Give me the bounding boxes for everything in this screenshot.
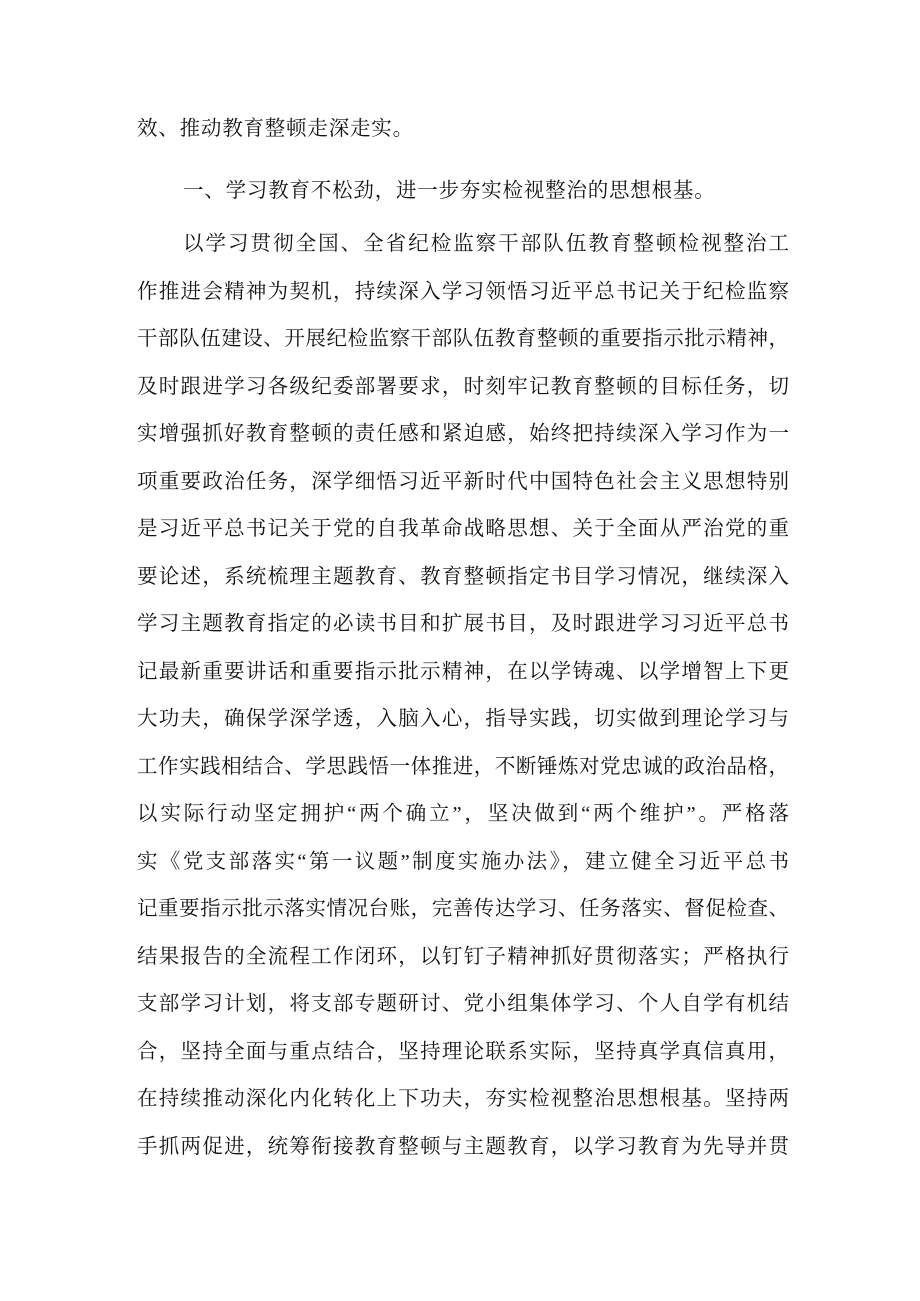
body-paragraph <box>137 221 789 1171</box>
text-line: 作推进会精神为契机，持续深入学习领悟习近平总书记关于纪检监察 <box>137 280 789 303</box>
document-page <box>137 106 789 1171</box>
text-line: 及时跟进学习各级纪委部署要求，时刻牢记教育整顿的目标任务，切 <box>137 375 789 398</box>
text-line: 实增强抓好教育整顿的责任感和紧迫感，始终把持续深入学习作为一 <box>137 423 789 445</box>
text-line: 学习主题教育指定的必读书目和扩展书目，及时跟进学习习近平总书 <box>137 613 789 635</box>
text-line: 是习近平总书记关于党的自我革命战略思想、关于全面从严治党的重 <box>137 518 789 540</box>
text-line: 以实际行动坚定拥护“两个确立”，坚决做到“两个维护”。严格落 <box>137 803 789 825</box>
text-line: 以学习贯彻全国、全省纪检监察干部队伍教育整顿检视整治工 <box>183 233 789 255</box>
text-line: 在持续推动深化内化转化上下功夫，夯实检视整治思想根基。坚持两 <box>137 1088 789 1110</box>
text-line: 记重要指示批示落实情况台账，完善传达学习、任务落实、督促检查、 <box>137 898 789 920</box>
text-line: 手抓两促进，统筹衔接教育整顿与主题教育，以学习教育为先导并贯 <box>137 1135 789 1158</box>
text-line: 实《党支部落实“第一议题”制度实施办法》，建立健全习近平总书 <box>137 850 789 873</box>
text-line: 记最新重要讲话和重要指示批示精神，在以学铸魂、以学增智上下更 <box>137 660 789 683</box>
text-line: 效、推动教育整顿走深走实。 <box>137 118 414 140</box>
text-line: 结果报告的全流程工作闭环，以钉钉子精神抓好贯彻落实；严格执行 <box>137 945 789 968</box>
paragraph-continuation <box>137 106 789 154</box>
text-line: 项重要政治任务，深学细悟习近平新时代中国特色社会主义思想特别 <box>137 470 789 493</box>
text-line: 工作实践相结合、学思践悟一体推进，不断锤炼对党忠诚的政治品格， <box>137 755 789 778</box>
heading-text: 一、学习教育不松劲，进一步夯实检视整治的思想根基。 <box>183 180 716 202</box>
section-heading <box>137 168 789 216</box>
text-line: 支部学习计划，将支部专题研讨、党小组集体学习、个人自学有机结 <box>137 993 789 1015</box>
text-line: 大功夫，确保学深学透，入脑入心，指导实践，切实做到理论学习与 <box>137 708 789 730</box>
text-line: 干部队伍建设、开展纪检监察干部队伍教育整顿的重要指示批示精神， <box>137 328 789 350</box>
text-line: 合，坚持全面与重点结合，坚持理论联系实际，坚持真学真信真用， <box>137 1040 789 1063</box>
text-line: 要论述，系统梳理主题教育、教育整顿指定书目学习情况，继续深入 <box>137 565 789 588</box>
